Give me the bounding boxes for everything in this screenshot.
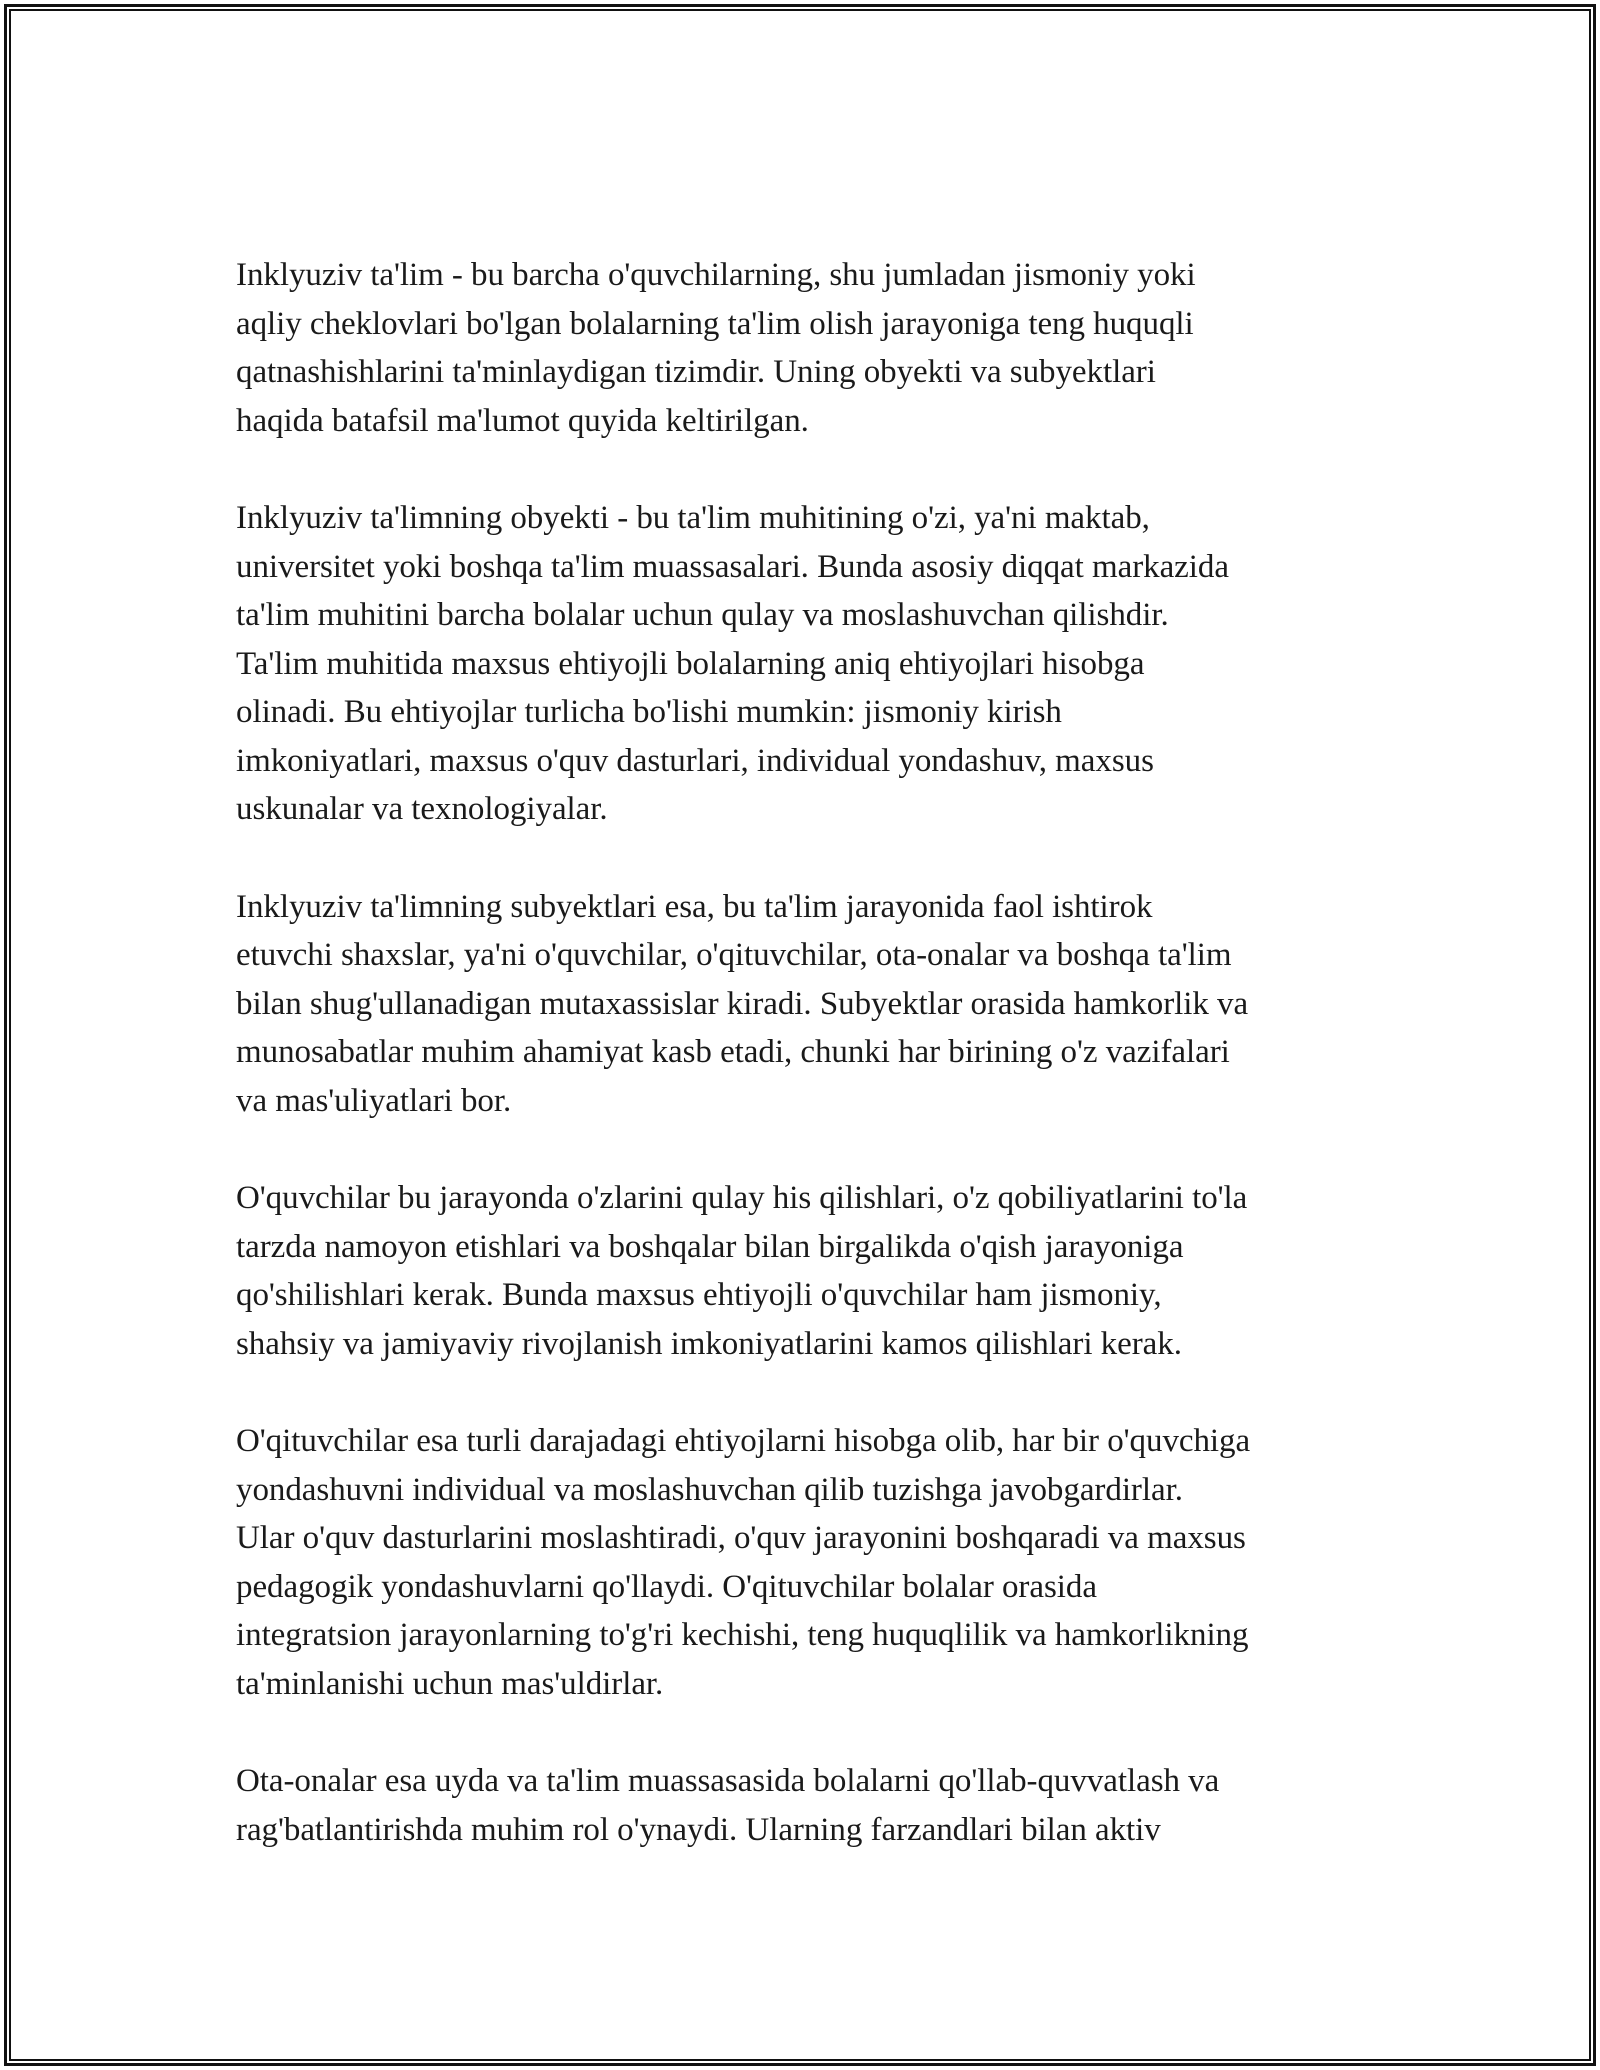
paragraph-object [236, 494, 1376, 834]
text-line: ta'minlanishi uchun mas'uldirlar. [236, 1665, 664, 1702]
text-line: Inklyuziv ta'limning subyektlari esa, bu ta'lim jarayonida faol ishtirok [236, 888, 1153, 925]
text-line: Inklyuziv ta'limning obyekti - bu ta'lim muhitining o'zi, ya'ni maktab, [236, 500, 1150, 536]
paragraph-introduction [236, 251, 1376, 445]
text-line: va mas'uliyatlari bor. [236, 1082, 512, 1119]
text-line: imkoniyatlari, maxsus o'quv dasturlari, individual yondashuv, maxsus [236, 742, 1154, 779]
paragraph-parents [236, 1757, 1376, 1854]
paragraph-subjects [236, 883, 1376, 1126]
text-line: universitet yoki boshqa ta'lim muassasalari. Bunda asosiy diqqat markazida [236, 548, 1229, 585]
text-line: pedagogik yondashuvlarni qo'llaydi. O'qituvchilar bolalar orasida [236, 1568, 1097, 1605]
document-body [236, 251, 1376, 1903]
text-line: aqliy cheklovlari bo'lgan bolalarning ta'lim olish jarayoniga teng huquqli [236, 305, 1194, 342]
text-line: bilan shug'ullanadigan mutaxassislar kiradi. Subyektlar orasida hamkorlik va [236, 985, 1249, 1022]
text-line: shahsiy va jamiyaviy rivojlanish imkoniyatlarini kamos qilishlari kerak. [236, 1325, 1182, 1362]
text-line: Ular o'quv dasturlarini moslashtiradi, o'quv jarayonini boshqaradi va maxsus [236, 1520, 1246, 1556]
paragraph-teachers [236, 1417, 1376, 1708]
text-line: O'quvchilar bu jarayonda o'zlarini qulay his qilishlari, o'z qobiliyatlarini to'la [236, 1180, 1248, 1216]
text-line: etuvchi shaxslar, ya'ni o'quvchilar, o'qituvchilar, ota-onalar va boshqa ta'lim [236, 937, 1232, 973]
text-line: haqida batafsil ma'lumot quyida keltirilgan. [236, 402, 809, 439]
text-line: Ota-onalar esa uyda va ta'lim muassasasida bolalarni qo'llab-quvvatlash va [236, 1763, 1220, 1799]
text-line: tarzda namoyon etishlari va boshqalar bilan birgalikda o'qish jarayoniga [236, 1228, 1184, 1265]
text-line: O'qituvchilar esa turli darajadagi ehtiyojlarni hisobga olib, har bir o'quvchiga [236, 1423, 1251, 1459]
text-line: Ta'lim muhitida maxsus ehtiyojli bolalarning aniq ehtiyojlari hisobga [236, 645, 1145, 682]
paragraph-students [236, 1174, 1376, 1368]
text-line: munosabatlar muhim ahamiyat kasb etadi, chunki har birining o'z vazifalari [236, 1034, 1230, 1070]
text-line: qatnashishlarini ta'minlaydigan tizimdir. Uning obyekti va subyektlari [236, 354, 1156, 390]
text-line: olinadi. Bu ehtiyojlar turlicha bo'lishi mumkin: jismoniy kirish [236, 694, 1062, 730]
text-line: yondashuvni individual va moslashuvchan qilib tuzishga javobgardirlar. [236, 1471, 1183, 1508]
text-line: uskunalar va texnologiyalar. [236, 791, 608, 827]
text-line: ta'lim muhitini barcha bolalar uchun qulay va moslashuvchan qilishdir. [236, 597, 1169, 633]
text-line: integratsion jarayonlarning to'g'ri kechishi, teng huquqlilik va hamkorlikning [236, 1617, 1249, 1653]
text-line: qo'shilishlari kerak. Bunda maxsus ehtiyojli o'quvchilar ham jismoniy, [236, 1277, 1162, 1313]
text-line: Inklyuziv ta'lim - bu barcha o'quvchilarning, shu jumladan jismoniy yoki [236, 257, 1196, 293]
text-line: rag'batlantirishda muhim rol o'ynaydi. Ularning farzandlari bilan aktiv [236, 1811, 1161, 1848]
